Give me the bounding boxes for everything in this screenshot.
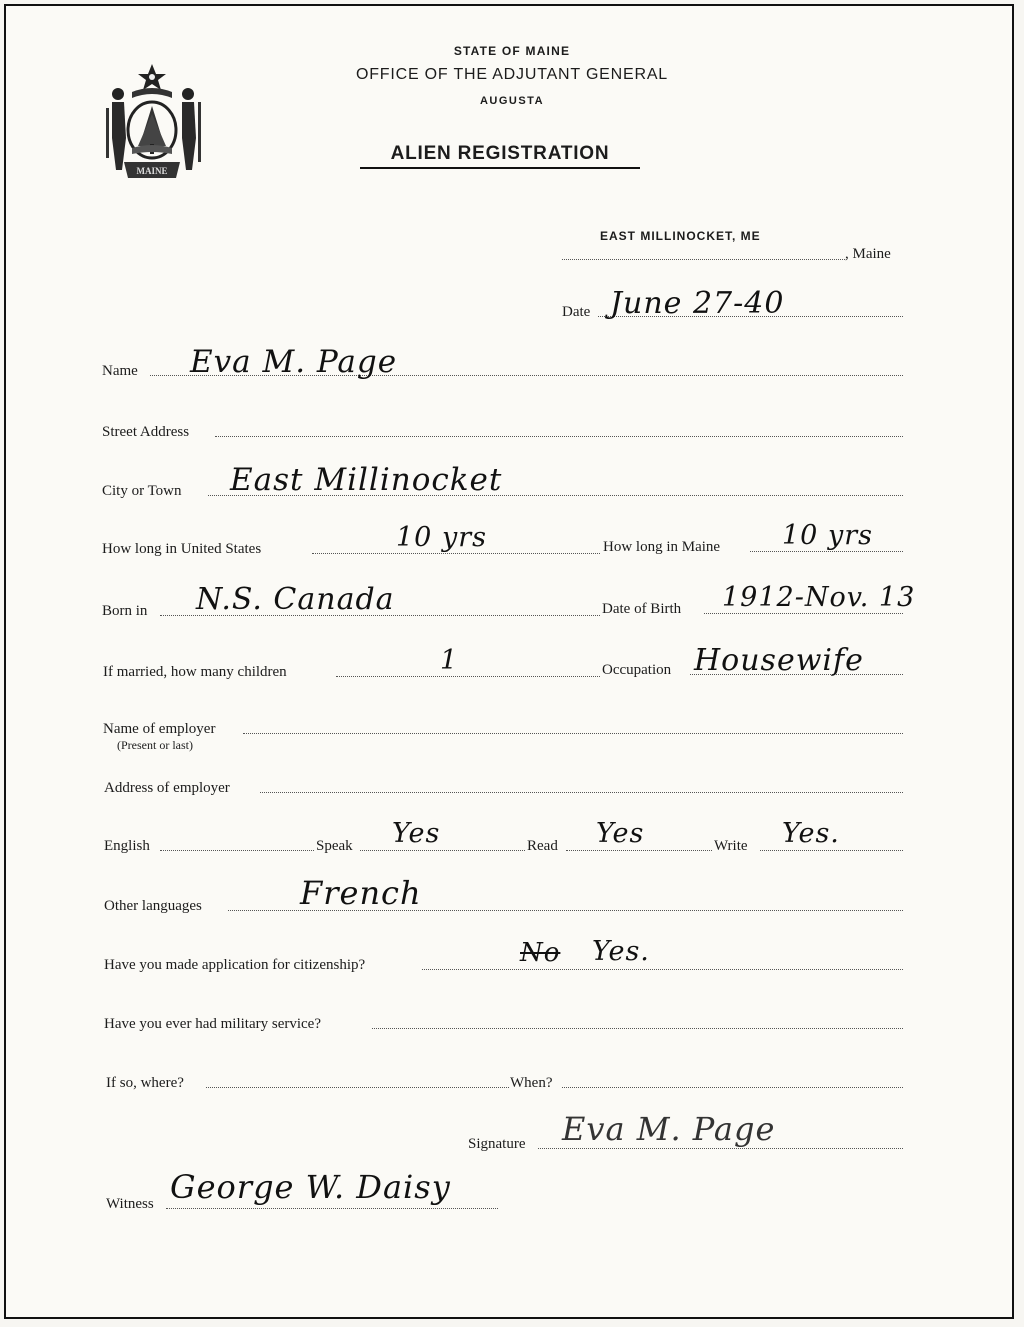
write-value[interactable]: Yes.	[782, 818, 840, 849]
employer-address-label: Address of employer	[104, 780, 230, 796]
write-line	[760, 850, 903, 851]
dob-value[interactable]: 1912-Nov. 13	[722, 582, 916, 613]
employer-name-line[interactable]	[243, 733, 903, 734]
name-label: Name	[102, 363, 138, 379]
children-line	[336, 676, 600, 677]
signature-line	[538, 1148, 903, 1149]
occupation-value[interactable]: Housewife	[694, 643, 864, 678]
speak-line	[360, 850, 525, 851]
witness-label: Witness	[106, 1196, 154, 1212]
city-label: City or Town	[102, 483, 182, 499]
date-value[interactable]: June 27-40	[610, 286, 785, 321]
how-long-maine-value[interactable]: 10 yrs	[782, 520, 873, 551]
city-heading: AUGUSTA	[479, 95, 545, 107]
place-suffix: , Maine	[845, 246, 891, 262]
how-long-maine-label: How long in Maine	[603, 539, 721, 555]
citizenship-label: Have you made application for citizenship?	[104, 957, 366, 973]
form-title: ALIEN REGISTRATION	[360, 143, 640, 169]
english-label: English	[104, 838, 150, 854]
dob-label: Date of Birth	[602, 601, 682, 617]
dob-line	[704, 613, 903, 614]
employer-address-line[interactable]	[260, 792, 903, 793]
state-heading: STATE OF MAINE	[453, 44, 571, 58]
employer-name-sublabel: (Present or last)	[117, 738, 193, 752]
citizenship-line	[422, 969, 903, 970]
born-in-value[interactable]: N.S. Canada	[196, 582, 395, 617]
children-value[interactable]: 1	[440, 645, 459, 676]
write-label: Write	[714, 838, 748, 854]
when-line[interactable]	[562, 1087, 903, 1088]
other-languages-label: Other languages	[104, 898, 202, 914]
signature-value[interactable]: Eva M. Page	[562, 1110, 776, 1148]
seal-banner-text: MAINE	[136, 166, 168, 176]
office-heading: OFFICE OF THE ADJUTANT GENERAL	[355, 66, 669, 83]
name-value[interactable]: Eva M. Page	[190, 344, 398, 380]
witness-value[interactable]: George W. Daisy	[170, 1168, 451, 1206]
date-label: Date	[562, 304, 591, 320]
military-label: Have you ever had military service?	[104, 1016, 321, 1032]
speak-label: Speak	[316, 838, 353, 854]
signature-label: Signature	[468, 1136, 526, 1152]
citizenship-struck-value: No	[520, 938, 561, 968]
city-value[interactable]: East Millinocket	[230, 462, 503, 498]
employer-name-label: Name of employer	[103, 721, 216, 737]
witness-line	[166, 1208, 498, 1209]
place-line	[562, 259, 845, 260]
read-value[interactable]: Yes	[596, 818, 645, 849]
where-label: If so, where?	[106, 1075, 184, 1091]
speak-value[interactable]: Yes	[392, 818, 441, 849]
born-in-label: Born in	[102, 603, 148, 619]
how-long-us-line	[312, 553, 600, 554]
how-long-us-value[interactable]: 10 yrs	[396, 522, 487, 553]
other-languages-value[interactable]: French	[300, 874, 422, 912]
children-label: If married, how many children	[103, 664, 287, 680]
how-long-maine-line	[750, 551, 903, 552]
place-stamp: EAST MILLINOCKET, ME	[600, 229, 761, 243]
read-label: Read	[527, 838, 558, 854]
military-line[interactable]	[372, 1028, 903, 1029]
read-line	[566, 850, 712, 851]
where-line[interactable]	[206, 1087, 509, 1088]
street-address-label: Street Address	[102, 424, 190, 440]
citizenship-value[interactable]: Yes.	[592, 936, 650, 967]
street-address-line[interactable]	[215, 436, 903, 437]
when-label: When?	[510, 1075, 553, 1091]
occupation-label: Occupation	[602, 662, 672, 678]
english-line	[160, 850, 314, 851]
how-long-us-label: How long in United States	[102, 541, 262, 557]
